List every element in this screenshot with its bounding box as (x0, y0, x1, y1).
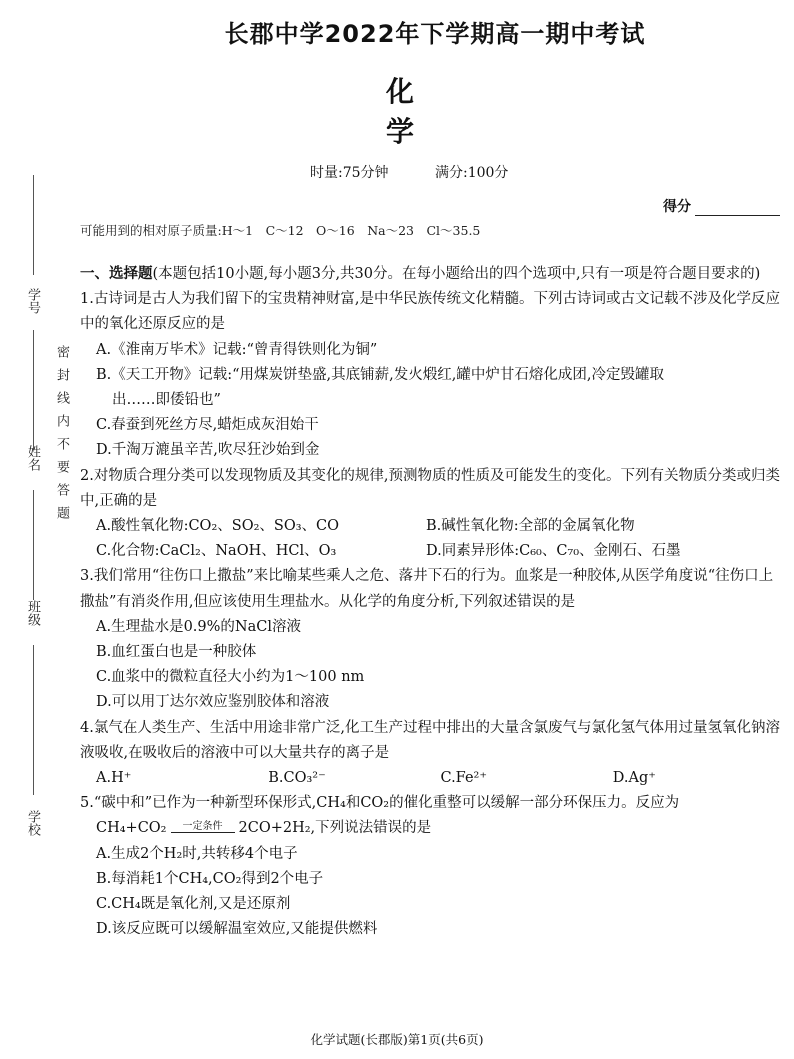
exam-info (310, 162, 550, 182)
question-1-option-b: B.《天工开物》记载:“用煤炭饼垫盛,其底铺薪,发火煅红,罐中炉甘石熔化成团,冷定毁罐取 (96, 366, 664, 383)
binding-strip (0, 0, 75, 1059)
section-header (80, 262, 785, 287)
question-1-option-c: C.春蚕到死丝方尽,蜡炬成灰泪始干 (96, 417, 319, 434)
page-footer: 化学试题(长郡版)第1页(共6页) (310, 1032, 484, 1047)
name-line[interactable] (33, 330, 34, 450)
question-1-option-b-cont: 出……即倭铅也” (112, 392, 221, 409)
question-3-option-a: A.生理盐水是0.9%的NaCl溶液 (96, 618, 301, 635)
subject-title: 化 学 (385, 75, 523, 148)
question-2-options-row-1 (80, 514, 785, 539)
equals-bar-icon (171, 832, 235, 835)
exam-title: 长郡中学2022年下学期高一期中考试 (224, 20, 646, 48)
reaction-condition (171, 822, 235, 835)
question-5-equation (80, 816, 785, 841)
question-5-option-b: B.每消耗1个CH₄,CO₂得到2个电子 (96, 870, 324, 887)
question-4-option-d: D.Ag⁺ (612, 770, 656, 787)
question-2-option-b: B.碱性氧化物:全部的金属氧化物 (426, 518, 635, 535)
question-3-stem: 3.我们常用“往伤口上撒盐”来比喻某些乘人之危、落井下石的行为。血浆是一种胶体,从医学角度说“往伤口上撒盐”有消炎作用,但应该使用生理盐水。从化学的角度分析,下列叙述错误的是 (80, 568, 774, 610)
section-number: 一、选择题 (80, 266, 153, 282)
class-label: 班级 (25, 600, 40, 626)
seal-notice: 密封线内不要答题 (54, 345, 69, 529)
time-limit: 时量:75分钟 (310, 165, 389, 181)
question-2-stem: 2.对物质合理分类可以发现物质及其变化的规律,预测物质的性质及可能发生的变化。下列有关物质分类或归类中,正确的是 (80, 467, 780, 509)
question-5-option-a: A.生成2个H₂时,共转移4个电子 (96, 845, 298, 862)
class-line[interactable] (33, 490, 34, 600)
score-label: 得分 (663, 199, 691, 215)
equation-products: 2CO+2H₂,下列说法错误的是 (238, 820, 432, 837)
question-3-option-d: D.可以用丁达尔效应鉴别胶体和溶液 (96, 694, 330, 711)
question-4-option-c: C.Fe²⁺ (440, 770, 488, 787)
full-score: 满分:100分 (434, 165, 509, 181)
school-line[interactable] (33, 645, 34, 795)
equation-reactants: CH₄+CO₂ (96, 820, 167, 837)
question-1-stem: 1.古诗词是古人为我们留下的宝贵精神财富,是中华民族传统文化精髓。下列古诗词或古文记载不涉及化学反应中的氧化还原反应的是 (80, 291, 780, 333)
atomic-masses: 可能用到的相对原子质量:H～1 C～12 O～16 Na～23 Cl～35.5 (80, 223, 481, 238)
question-4-stem: 4.氯气在人类生产、生活中用途非常广泛,化工生产过程中排出的大量含氯废气与氯化氢气体用过量氢氧化钠溶液吸收,在吸收后的溶液中可以大量共存的离子是 (80, 719, 780, 761)
question-3-option-c: C.血浆中的微粒直径大小约为1～100 nm (96, 669, 365, 686)
question-2-option-a: A.酸性氧化物:CO₂、SO₂、SO₃、CO (96, 518, 340, 535)
question-5-option-c: C.CH₄既是氧化剂,又是还原剂 (96, 896, 291, 913)
question-1-option-d: D.千淘万漉虽辛苦,吹尽狂沙始到金 (96, 442, 320, 459)
question-1-option-a: A.《淮南万毕术》记载:“曾青得铁则化为铜” (96, 341, 378, 358)
question-2-options-row-2 (80, 539, 785, 564)
question-4-option-a: A.H⁺ (96, 770, 132, 787)
school-label: 学校 (25, 810, 40, 836)
question-2-option-c: C.化合物:CaCl₂、NaOH、HCl、O₃ (96, 543, 337, 560)
question-4-options (80, 766, 785, 791)
question-5-option-d: D.该反应既可以缓解温室效应,又能提供燃料 (96, 921, 378, 938)
question-3-option-b: B.血红蛋白也是一种胶体 (96, 644, 257, 661)
student-id-line[interactable] (33, 175, 34, 275)
section-description: (本题包括10小题,每小题3分,共30分。在每小题给出的四个选项中,只有一项是符合题目要求的) (152, 266, 761, 282)
question-4-option-b: B.CO₃²⁻ (268, 770, 326, 787)
condition-text: 一定条件 (182, 820, 223, 832)
student-id-label: 学号 (25, 288, 40, 314)
question-5-stem: 5.“碳中和”已作为一种新型环保形式,CH₄和CO₂的催化重整可以缓解一部分环保压力。反应为 (80, 795, 680, 812)
score-blank[interactable] (695, 201, 780, 216)
question-2-option-d: D.同素异形体:C₆₀、C₇₀、金刚石、石墨 (426, 543, 681, 560)
score-field (663, 196, 780, 216)
name-label: 姓名 (25, 445, 40, 471)
question-content (80, 262, 785, 942)
